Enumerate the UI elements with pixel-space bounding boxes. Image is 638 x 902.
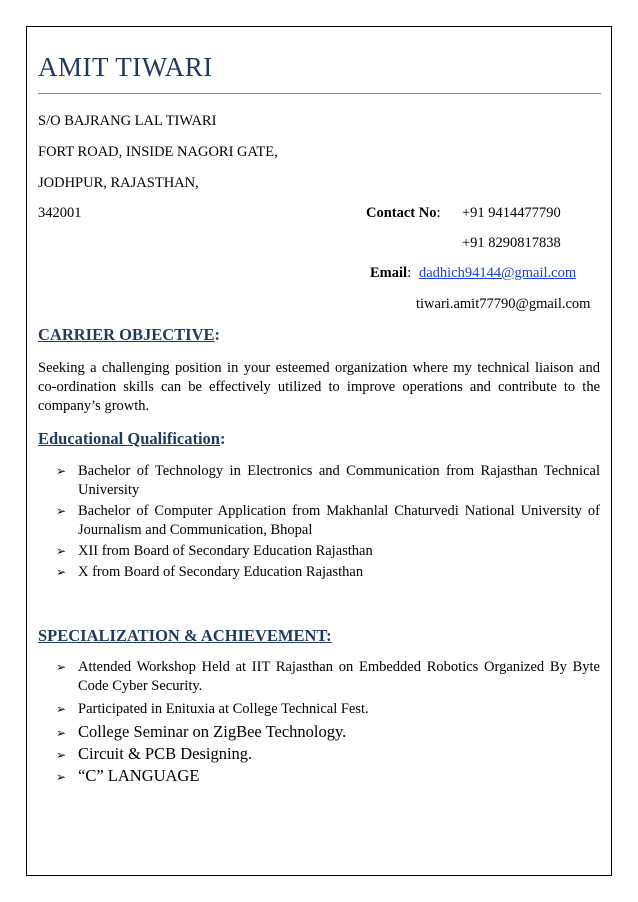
arrow-bullet-icon: ➢ bbox=[56, 504, 67, 518]
email-label: Email bbox=[370, 265, 408, 281]
objective-heading-colon: : bbox=[214, 325, 220, 344]
specialization-item-text: “C” LANGUAGE bbox=[78, 766, 200, 785]
email-row bbox=[370, 265, 411, 282]
email-colon: : bbox=[407, 265, 412, 281]
arrow-bullet-icon: ➢ bbox=[56, 660, 67, 674]
education-item-text: Bachelor of Technology in Electronics and Communication from Rajasthan Technical University bbox=[78, 463, 600, 498]
candidate-name: AMIT TIWARI bbox=[38, 52, 213, 82]
arrow-bullet-icon: ➢ bbox=[56, 565, 67, 579]
objective-heading-text: CARRIER OBJECTIVE bbox=[38, 325, 215, 344]
education-item bbox=[38, 502, 600, 540]
specialization-item-text: Participated in Enituxia at College Technical Fest. bbox=[78, 701, 369, 717]
arrow-bullet-icon: ➢ bbox=[56, 748, 67, 762]
contact-colon: : bbox=[436, 205, 441, 221]
address-line-2: FORT ROAD, INSIDE NAGORI GATE, bbox=[38, 144, 278, 160]
specialization-list bbox=[38, 658, 600, 787]
address-line-3: JODHPUR, RAJASTHAN, bbox=[38, 175, 199, 191]
education-list bbox=[38, 462, 600, 582]
address-pincode: 342001 bbox=[38, 205, 82, 221]
contact-label bbox=[366, 205, 441, 222]
address-line-1: S/O BAJRANG LAL TIWARI bbox=[38, 113, 217, 129]
specialization-item bbox=[38, 765, 600, 787]
education-item-text: X from Board of Secondary Education Rajasthan bbox=[78, 564, 364, 580]
email-secondary: tiwari.amit77790@gmail.com bbox=[416, 296, 591, 312]
specialization-item bbox=[38, 721, 600, 743]
contact-label-text: Contact No bbox=[366, 205, 437, 221]
specialization-item bbox=[38, 700, 600, 719]
specialization-item bbox=[38, 658, 600, 696]
specialization-heading: SPECIALIZATION & ACHIEVEMENT: bbox=[38, 626, 332, 645]
education-heading-colon: : bbox=[219, 429, 226, 448]
email-link-primary[interactable]: dadhich94144@gmail.com bbox=[419, 265, 577, 281]
education-heading bbox=[38, 429, 225, 449]
objective-text: Seeking a challenging position in your esteemed organization where my technical liaison and co-ordination skills can be effectively utilized to improve operations and contribute to the company’s growth. bbox=[38, 360, 600, 414]
objective-heading bbox=[38, 325, 220, 345]
education-item bbox=[38, 563, 600, 582]
arrow-bullet-icon: ➢ bbox=[56, 544, 67, 558]
arrow-bullet-icon: ➢ bbox=[56, 726, 67, 740]
arrow-bullet-icon: ➢ bbox=[56, 464, 67, 478]
education-item bbox=[38, 542, 600, 561]
name-divider bbox=[38, 93, 601, 94]
phone-2: +91 8290817838 bbox=[462, 235, 561, 251]
arrow-bullet-icon: ➢ bbox=[56, 702, 67, 716]
specialization-item-text: Attended Workshop Held at IIT Rajasthan on Embedded Robotics Organized By Byte Code Cyber Security. bbox=[78, 659, 600, 694]
specialization-item-text: Circuit & PCB Designing. bbox=[78, 744, 253, 763]
education-heading-text: Educational Qualification bbox=[38, 429, 220, 448]
education-item bbox=[38, 462, 600, 500]
arrow-bullet-icon: ➢ bbox=[56, 770, 67, 784]
phone-1: +91 9414477790 bbox=[462, 205, 561, 221]
specialization-item-text: College Seminar on ZigBee Technology. bbox=[78, 722, 347, 741]
education-item-text: Bachelor of Computer Application from Makhanlal Chaturvedi National University of Journalism and Communication, Bhopal bbox=[78, 503, 600, 538]
specialization-item bbox=[38, 743, 600, 765]
education-item-text: XII from Board of Secondary Education Rajasthan bbox=[78, 543, 373, 559]
